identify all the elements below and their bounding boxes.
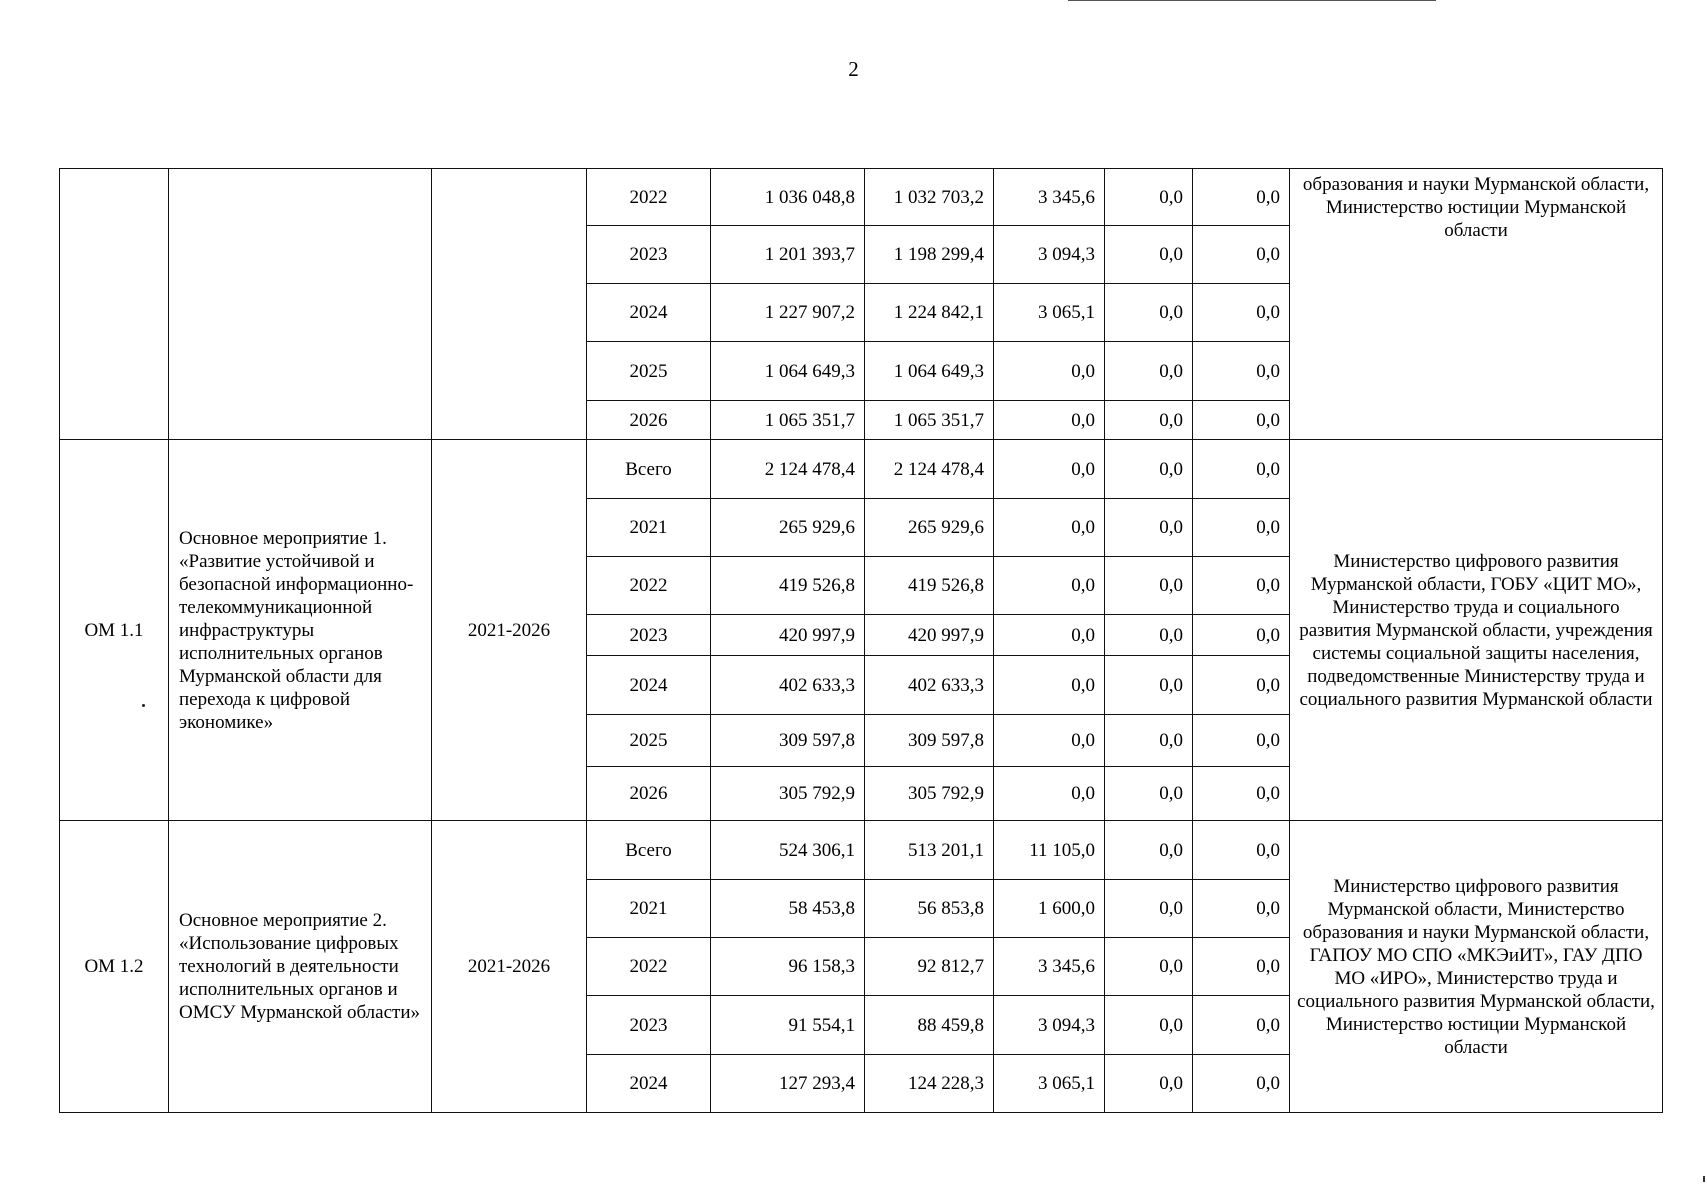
year-cell: 2023 (587, 615, 711, 656)
federal-value: 1 600,0 (994, 880, 1105, 938)
total-value: 309 597,8 (711, 715, 865, 767)
total-value: 524 306,1 (711, 821, 865, 880)
regional-value: 1 198 299,4 (865, 226, 994, 284)
other-value: 0,0 (1193, 169, 1290, 226)
regional-value: 265 929,6 (865, 499, 994, 557)
om-code: ОМ 1.2 (60, 821, 169, 1113)
year-cell: 2021 (587, 499, 711, 557)
year-cell: 2023 (587, 996, 711, 1055)
regional-value: 56 853,8 (865, 880, 994, 938)
local-value: 0,0 (1105, 342, 1193, 401)
year-cell: 2024 (587, 284, 711, 342)
federal-value: 0,0 (994, 656, 1105, 715)
local-value: 0,0 (1105, 284, 1193, 342)
executor-cell: Министерство цифрового развития Мурманской области, ГОБУ «ЦИТ МО», Министерство труда и социального развития Мурманской области, учреждения системы социальной защиты населения, подведомственные Министерству труда и социального развития Мурманской области (1290, 440, 1663, 821)
federal-value: 3 345,6 (994, 169, 1105, 226)
federal-value: 3 065,1 (994, 1055, 1105, 1113)
total-value: 419 526,8 (711, 557, 865, 615)
regional-value: 1 224 842,1 (865, 284, 994, 342)
period-cell: 2021-2026 (432, 821, 587, 1113)
year-cell: 2026 (587, 401, 711, 440)
local-value: 0,0 (1105, 715, 1193, 767)
total-value: 305 792,9 (711, 767, 865, 821)
executor-cell: образования и науки Мурманской области, Министерство юстиции Мурманской области (1290, 169, 1663, 440)
total-value: 1 036 048,8 (711, 169, 865, 226)
table-row (60, 169, 1663, 226)
code-cell (60, 169, 169, 440)
federal-value: 0,0 (994, 615, 1105, 656)
federal-value: 11 105,0 (994, 821, 1105, 880)
budget-table (59, 168, 1663, 1113)
total-value: 1 064 649,3 (711, 342, 865, 401)
regional-value: 1 065 351,7 (865, 401, 994, 440)
other-value: 0,0 (1193, 656, 1290, 715)
regional-value: 513 201,1 (865, 821, 994, 880)
federal-value: 0,0 (994, 401, 1105, 440)
local-value: 0,0 (1105, 656, 1193, 715)
year-cell: 2022 (587, 938, 711, 996)
federal-value: 0,0 (994, 557, 1105, 615)
total-value: 127 293,4 (711, 1055, 865, 1113)
total-value: 96 158,3 (711, 938, 865, 996)
om-code: ОМ 1.1 (60, 440, 169, 821)
table-row (60, 821, 1663, 880)
other-value: 0,0 (1193, 938, 1290, 996)
regional-value: 305 792,9 (865, 767, 994, 821)
local-value: 0,0 (1105, 615, 1193, 656)
regional-value: 124 228,3 (865, 1055, 994, 1113)
regional-value: 92 812,7 (865, 938, 994, 996)
total-value: 265 929,6 (711, 499, 865, 557)
other-value: 0,0 (1193, 226, 1290, 284)
other-value: 0,0 (1193, 284, 1290, 342)
year-cell: Всего (587, 821, 711, 880)
year-cell: 2024 (587, 656, 711, 715)
measure-name: Основное мероприятие 1. «Развитие устойчивой и безопасной информационно-телекоммуникационной инфраструктуры исполнительных органов Мурманской области для перехода к цифровой экономике» (169, 440, 432, 821)
other-value: 0,0 (1193, 996, 1290, 1055)
total-value: 1 227 907,2 (711, 284, 865, 342)
name-cell (169, 169, 432, 440)
other-value: 0,0 (1193, 821, 1290, 880)
total-value: 2 124 478,4 (711, 440, 865, 499)
local-value: 0,0 (1105, 557, 1193, 615)
regional-value: 309 597,8 (865, 715, 994, 767)
total-value: 1 065 351,7 (711, 401, 865, 440)
year-cell: 2021 (587, 880, 711, 938)
federal-value: 0,0 (994, 767, 1105, 821)
regional-value: 2 124 478,4 (865, 440, 994, 499)
local-value: 0,0 (1105, 1055, 1193, 1113)
executor-cell: Министерство цифрового развития Мурманской области, Министерство образования и науки Мурманской области, ГАПОУ МО СПО «МКЭиИТ», ГАУ ДПО МО «ИРО», Министерство труда и социального развития Мурманской области, Министерство юстиции Мурманской области (1290, 821, 1663, 1113)
scan-mark (1703, 1176, 1705, 1182)
local-value: 0,0 (1105, 440, 1193, 499)
other-value: 0,0 (1193, 880, 1290, 938)
regional-value: 402 633,3 (865, 656, 994, 715)
federal-value: 3 094,3 (994, 996, 1105, 1055)
regional-value: 1 032 703,2 (865, 169, 994, 226)
federal-value: 0,0 (994, 499, 1105, 557)
federal-value: 3 094,3 (994, 226, 1105, 284)
other-value: 0,0 (1193, 767, 1290, 821)
other-value: 0,0 (1193, 557, 1290, 615)
year-cell: 2022 (587, 557, 711, 615)
total-value: 1 201 393,7 (711, 226, 865, 284)
total-value: 402 633,3 (711, 656, 865, 715)
total-value: 420 997,9 (711, 615, 865, 656)
total-value: 58 453,8 (711, 880, 865, 938)
federal-value: 3 065,1 (994, 284, 1105, 342)
local-value: 0,0 (1105, 880, 1193, 938)
regional-value: 88 459,8 (865, 996, 994, 1055)
regional-value: 420 997,9 (865, 615, 994, 656)
period-cell: 2021-2026 (432, 440, 587, 821)
page-number: 2 (848, 57, 859, 81)
federal-value: 0,0 (994, 342, 1105, 401)
regional-value: 419 526,8 (865, 557, 994, 615)
other-value: 0,0 (1193, 615, 1290, 656)
scan-dot (142, 704, 145, 707)
year-cell: 2026 (587, 767, 711, 821)
header-rule (1068, 0, 1436, 1)
other-value: 0,0 (1193, 499, 1290, 557)
year-cell: 2024 (587, 1055, 711, 1113)
local-value: 0,0 (1105, 767, 1193, 821)
local-value: 0,0 (1105, 499, 1193, 557)
year-cell: 2025 (587, 342, 711, 401)
year-cell: Всего (587, 440, 711, 499)
local-value: 0,0 (1105, 938, 1193, 996)
federal-value: 0,0 (994, 715, 1105, 767)
federal-value: 0,0 (994, 440, 1105, 499)
measure-name: Основное мероприятие 2. «Использование цифровых технологий в деятельности исполнительных органов и ОМСУ Мурманской области» (169, 821, 432, 1113)
federal-value: 3 345,6 (994, 938, 1105, 996)
period-cell (432, 169, 587, 440)
local-value: 0,0 (1105, 996, 1193, 1055)
year-cell: 2022 (587, 169, 711, 226)
other-value: 0,0 (1193, 1055, 1290, 1113)
other-value: 0,0 (1193, 440, 1290, 499)
other-value: 0,0 (1193, 342, 1290, 401)
local-value: 0,0 (1105, 401, 1193, 440)
total-value: 91 554,1 (711, 996, 865, 1055)
local-value: 0,0 (1105, 169, 1193, 226)
year-cell: 2023 (587, 226, 711, 284)
other-value: 0,0 (1193, 401, 1290, 440)
year-cell: 2025 (587, 715, 711, 767)
other-value: 0,0 (1193, 715, 1290, 767)
local-value: 0,0 (1105, 821, 1193, 880)
regional-value: 1 064 649,3 (865, 342, 994, 401)
local-value: 0,0 (1105, 226, 1193, 284)
table-row (60, 440, 1663, 499)
